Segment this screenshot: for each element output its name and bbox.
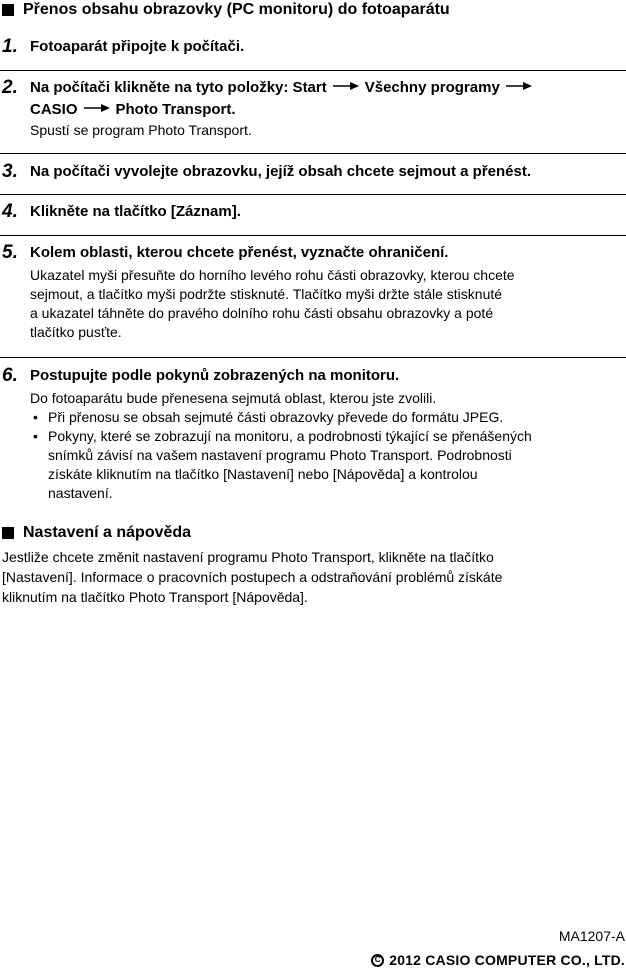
divider	[0, 357, 626, 358]
paragraph-line: [Nastavení]. Informace o pracovních postupech a odstraňování problémů získáte	[2, 569, 503, 585]
path-item: CASIO	[30, 101, 78, 118]
bullet-line: Při přenosu se obsah sejmuté části obrazovky převede do formátu JPEG.	[48, 409, 504, 425]
section-heading-text: Nastavení a nápověda	[23, 524, 192, 541]
arrow-right-icon	[506, 81, 532, 91]
bullet-line: Pokyny, které se zobrazují na monitoru, a podrobnosti týkající se přenášených	[48, 428, 532, 444]
divider	[0, 194, 626, 195]
paragraph-line: Jestliže chcete změnit nastavení programu Photo Transport, klikněte na tlačítko	[2, 549, 494, 565]
list-item	[30, 408, 626, 427]
square-bullet-icon	[2, 527, 14, 539]
path-item: Photo Transport.	[115, 101, 236, 118]
step-title: Klikněte na tlačítko [Záznam].	[30, 203, 241, 220]
section-heading	[2, 523, 191, 543]
step-number: 1.	[2, 36, 18, 57]
divider	[0, 153, 626, 154]
path-item: Všechny programy	[364, 79, 500, 96]
bullet-line: nastavení.	[48, 485, 113, 501]
step-body	[30, 266, 624, 342]
document-code: MA1207-A	[558, 928, 625, 944]
bullet-dot: •	[33, 409, 38, 425]
bullet-dot: •	[33, 428, 38, 444]
divider	[0, 235, 626, 236]
arrow-right-icon	[333, 81, 359, 91]
step-number: 4.	[2, 201, 18, 222]
bullet-list	[30, 408, 626, 503]
step-title: Postupujte podle pokynů zobrazených na monitoru.	[30, 367, 400, 384]
step-title-text: Na počítači klikněte na tyto položky: Start	[30, 79, 327, 96]
bullet-line: snímků závisí na vašem nastavení programu Photo Transport. Podrobnosti	[48, 447, 512, 463]
step-body: Spustí se program Photo Transport.	[30, 122, 252, 138]
bullet-line: získáte kliknutím na tlačítko [Nastavení] nebo [Nápověda] a kontrolou	[48, 466, 478, 482]
step-title	[30, 77, 626, 121]
step-title: Kolem oblasti, kterou chcete přenést, vyznačte ohraničení.	[30, 244, 449, 261]
arrow-right-icon	[84, 103, 110, 113]
paragraph	[2, 547, 622, 607]
step-2	[0, 77, 626, 141]
divider	[0, 70, 626, 71]
body-line: a ukazatel táhněte do pravého dolního rohu části obsahu obrazovky a poté	[30, 305, 494, 321]
body-line: sejmout, a tlačítko myši podržte stisknuté. Tlačítko myši držte stále stisknuté	[30, 286, 503, 302]
step-number: 3.	[2, 161, 18, 182]
copyright-text: 2012 CASIO COMPUTER CO., LTD.	[389, 952, 625, 968]
section-heading	[2, 0, 450, 20]
copyright	[371, 951, 625, 969]
square-bullet-icon	[2, 4, 14, 16]
step-number: 2.	[2, 77, 18, 98]
paragraph-line: kliknutím na tlačítko Photo Transport [Nápověda].	[2, 589, 308, 605]
step-number: 6.	[2, 365, 18, 386]
step-number: 5.	[2, 242, 18, 263]
step-body: Do fotoaparátu bude přenesena sejmutá oblast, kterou jste zvolili.	[30, 390, 437, 406]
list-item	[30, 427, 626, 503]
copyright-icon: C	[371, 954, 384, 967]
step-title: Fotoaparát připojte k počítači.	[30, 38, 245, 55]
body-line: Ukazatel myši přesuňte do horního levého rohu části obrazovky, kterou chcete	[30, 267, 515, 283]
step-title: Na počítači vyvolejte obrazovku, jejíž obsah chcete sejmout a přenést.	[30, 163, 531, 180]
body-line: tlačítko pusťte.	[30, 324, 122, 340]
section-heading-text: Přenos obsahu obrazovky (PC monitoru) do fotoaparátu	[23, 1, 450, 18]
